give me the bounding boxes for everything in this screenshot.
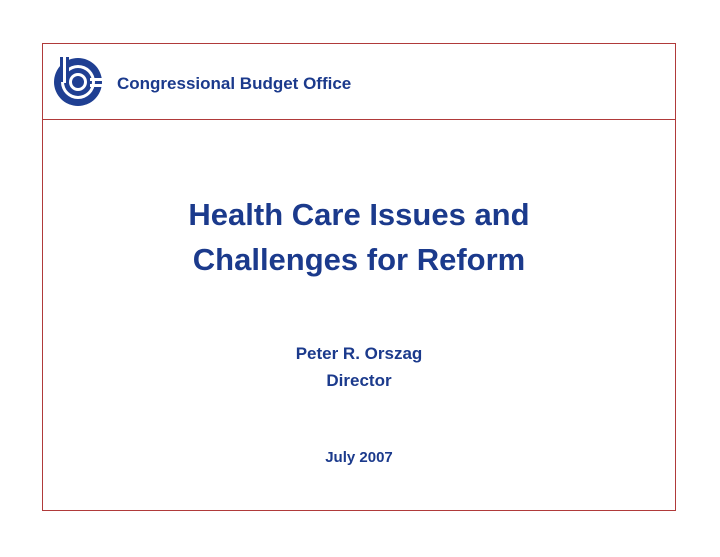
presentation-title	[42, 192, 676, 282]
title-line-1: Health Care Issues and	[188, 197, 530, 232]
presenter-role: Director	[326, 371, 392, 390]
organization-name: Congressional Budget Office	[117, 74, 352, 93]
title-line-2: Challenges for Reform	[192, 242, 526, 277]
presenter-name: Peter R. Orszag	[295, 344, 423, 363]
presenter-info	[42, 340, 676, 394]
cbo-logo-icon	[52, 55, 104, 107]
header-divider	[42, 119, 676, 120]
presentation-date: July 2007	[325, 449, 393, 466]
